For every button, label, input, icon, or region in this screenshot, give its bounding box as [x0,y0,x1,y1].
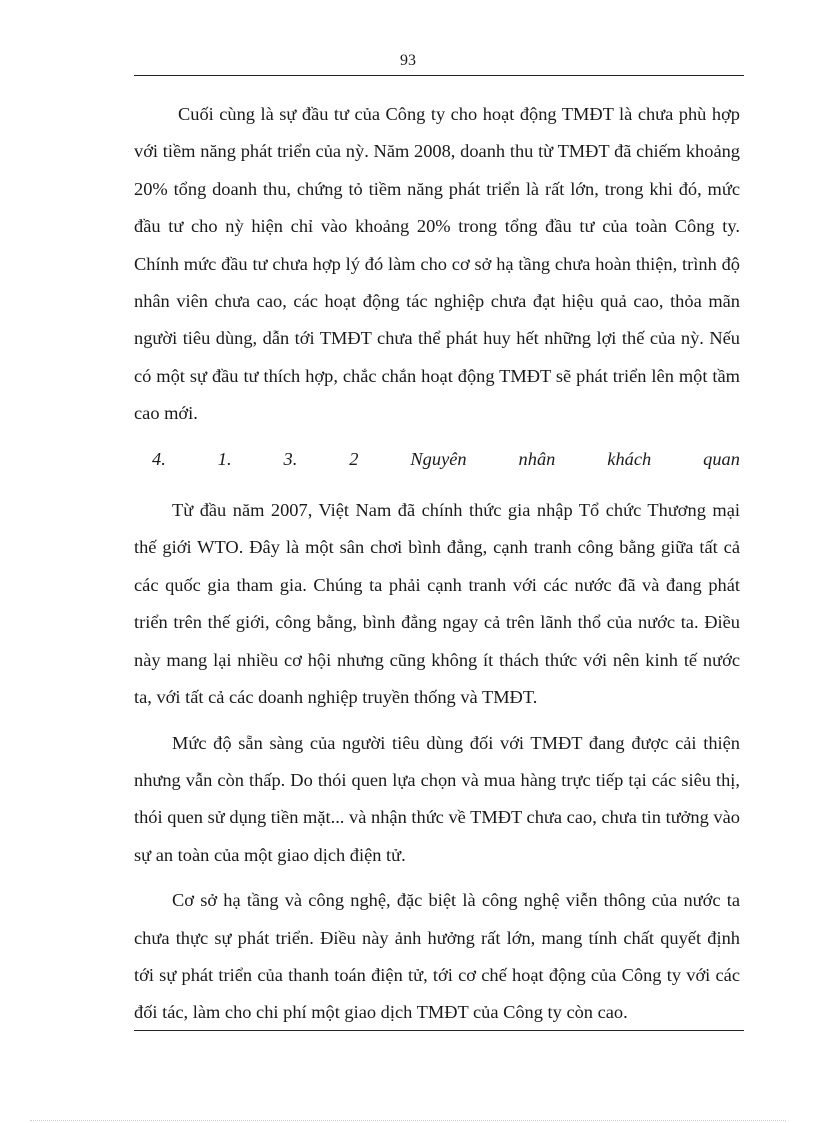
page-number: 93 [400,52,416,69]
heading-part: 1. [217,448,232,469]
heading-part: nhân [518,448,556,469]
paragraph-infrastructure: Cơ sở hạ tầng và công nghệ, đặc biệt là công nghệ viễn thông của nước ta chưa thực sự phát triển. Điều này ảnh hưởng rất lớn, mang tính chất quyết định tới sự phát triển của thanh toán điện tử, tới cơ chế hoạt động của Công ty với các đối tác, làm cho chi phí một giao dịch TMĐT của Công ty còn cao. [134,890,740,1023]
paragraph-wto: Từ đầu năm 2007, Việt Nam đã chính thức gia nhập Tổ chức Thương mại thế giới WTO. Đây là một sân chơi bình đẳng, cạnh tranh công bằng giữa tất cả các quốc gia tham gia. Chúng ta phải cạnh tranh với các nước đã và đang phát triển trên thế giới, công bằng, bình đẳng ngay cả trên lãnh thổ của nước ta. Điều này mang lại nhiều cơ hội nhưng cũng không ít thách thức với nên kinh tế nước ta, với tất cả các doanh nghiệp truyền thống và TMĐT. [134,500,740,708]
heading-part: khách [607,448,652,469]
heading-part: 2 [349,448,359,469]
paragraph-investment: Cuối cùng là sự đầu tư của Công ty cho hoạt động TMĐT là chưa phù hợp với tiềm năng phát triển của nỳ. Năm 2008, doanh thu từ TMĐT đã chiếm khoảng 20% tổng doanh thu, chứng tỏ tiềm năng phát triển là rất lớn, trong khi đó, mức đầu tư cho nỳ hiện chỉ vào khoảng 20% trong tổng đầu tư của toàn Công ty. Chính mức đầu tư chưa hợp lý đó làm cho cơ sở hạ tầng chưa hoàn thiện, trình độ nhân viên chưa cao, các hoạt động tác nghiệp chưa đạt hiệu quả cao, thỏa mãn người tiêu dùng, dẫn tới TMĐT chưa thể phát huy hết những lợi thế của nỳ. Nếu có một sự đầu tư thích hợp, chắc chắn hoạt động TMĐT sẽ phát triển lên một tầm cao mới. [134,104,740,424]
heading-part: quan [703,448,740,469]
header-rule [134,75,744,76]
section-heading [134,441,740,478]
heading-part: Nguyên [410,448,467,469]
page-edge-dots [30,1120,786,1121]
heading-part: 3. [283,448,298,469]
heading-part: 4. [152,448,166,469]
footer-rule [134,1030,744,1031]
paragraph-consumers: Mức độ sẵn sàng của người tiêu dùng đối với TMĐT đang được cải thiện nhưng vẫn còn thấp. Do thói quen lựa chọn và mua hàng trực tiếp tại các siêu thị, thói quen sử dụng tiền mặt... và nhận thức về TMĐT chưa cao, chưa tin tưởng vào sự an toàn của một giao dịch điện tử. [134,732,740,865]
document-body [134,96,740,1040]
